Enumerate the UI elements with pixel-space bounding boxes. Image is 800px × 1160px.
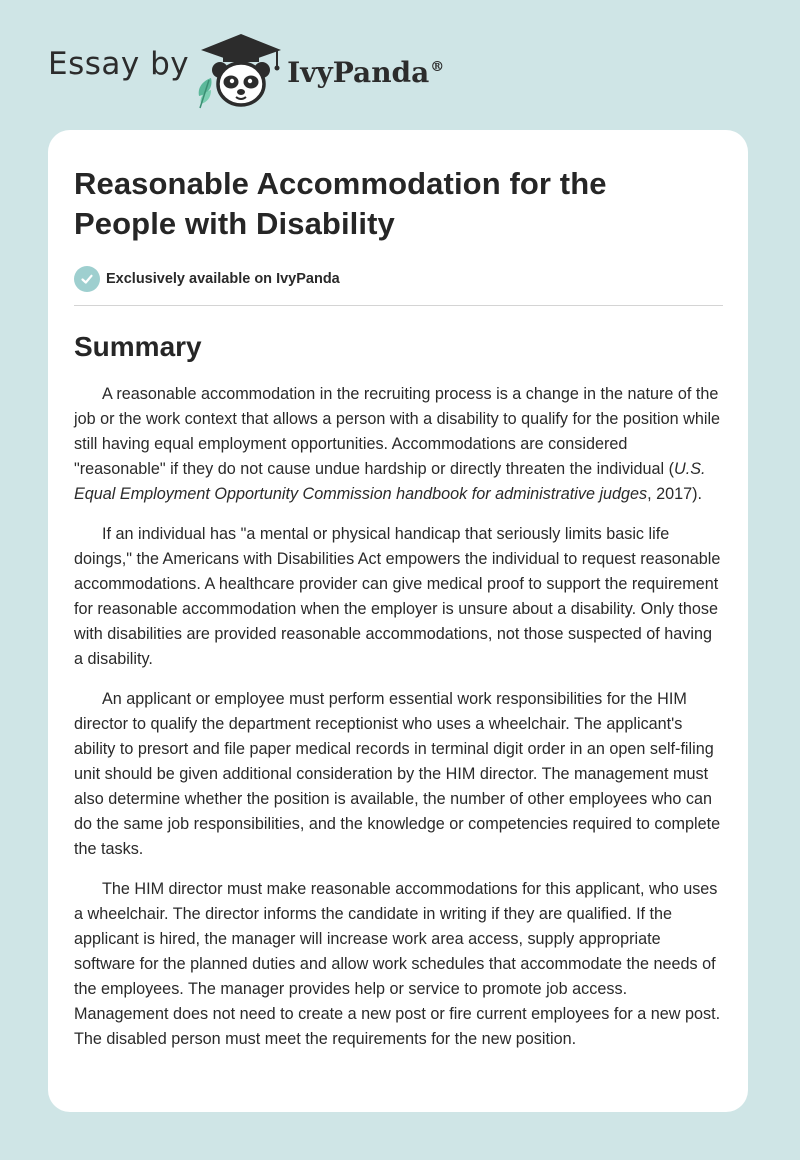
brand-prefix: Essay by xyxy=(48,46,190,82)
citation-title: U.S. Equal Employment Opportunity Commission handbook for administrative judges xyxy=(74,460,706,503)
panda-graduate-icon xyxy=(193,30,289,110)
title-line-2: People with Disability xyxy=(74,206,395,241)
badge-text: Exclusively available on IvyPanda xyxy=(106,271,340,287)
site-brand[interactable] xyxy=(48,30,444,110)
essay-card xyxy=(48,130,748,1112)
paragraph-1 xyxy=(74,382,722,507)
page-title xyxy=(74,164,722,244)
paragraph-3: An applicant or employee must perform essential work responsibilities for the HIM director to qualify the department receptionist who uses a wheelchair. The applicant's ability to presort and file paper medical records in terminal digit order in an open self-filing unit should be given additional consideration by the HIM director. The management must also determine whether the position is available, the number of other employees who can do the same job responsibilities, and the knowledge or competencies required to complete the tasks. xyxy=(74,690,721,858)
check-circle-icon xyxy=(74,266,100,292)
paragraph-4: The HIM director must make reasonable accommodations for this applicant, who uses a wheelchair. The director informs the candidate in writing if they are qualified. If the applicant is hired, the manager will increase work area access, supply appropriate software for the planned duties and allow work schedules that accommodate the needs of the employees. The manager provides help or service to promote job access. Management does not need to create a new post or fire current employees for a new post. The disabled person must meet the requirements for the new position. xyxy=(74,880,721,1048)
section-heading: Summary xyxy=(74,331,202,362)
p1-text-end: , 2017). xyxy=(647,485,703,503)
paragraph-2: If an individual has "a mental or physical handicap that seriously limits basic life doings," the Americans with Disabilities Act empowers the individual to request reasonable accommodations. A healthcare provider can give medical proof to support the requirement for reasonable accommodation when the employer is unsure about a disability. Only those with disabilities are provided reasonable accommodations, not those suspected of having a disability. xyxy=(74,525,721,668)
brand-name: IvyPanda® xyxy=(287,55,445,89)
registered-mark: ® xyxy=(430,59,445,76)
p1-text: A reasonable accommodation in the recruiting process is a change in the nature of the job or the work context that allows a person with a disability to qualify for the position while still having equal employment opportunities. Accommodations are considered "reasonable" if they do not cause undue hardship or directly threaten the individual ( xyxy=(74,385,721,478)
exclusive-badge xyxy=(74,266,722,292)
divider xyxy=(74,305,723,306)
title-line-1: Reasonable Accommodation for the xyxy=(74,166,607,201)
